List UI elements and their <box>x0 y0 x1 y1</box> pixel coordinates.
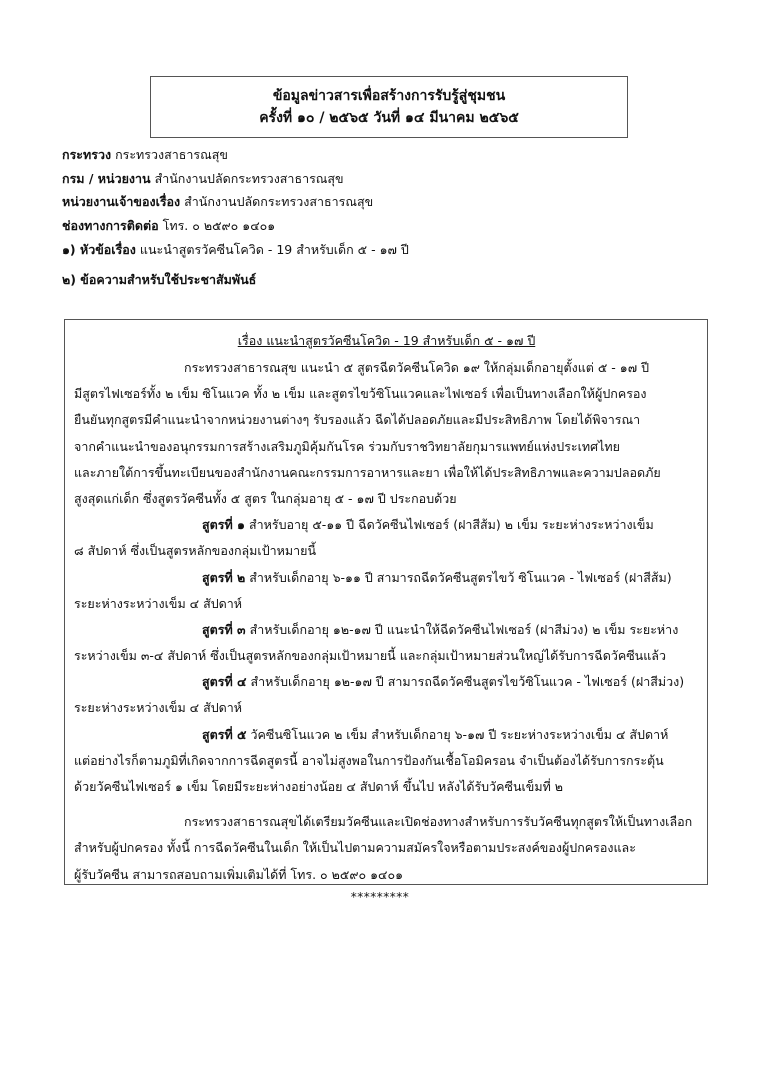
formula-4-label: สูตรที่ ๔ <box>202 674 247 690</box>
owner-label: หน่วยงานเจ้าของเรื่อง <box>62 194 181 209</box>
closing-line: สำหรับผู้ปกครอง ทั้งนี้ การฉีดวัคซีนในเด็ก ให้เป็นไปตามความสมัครใจหรือตามประสงค์ของผู้ปกครองและ <box>74 840 636 856</box>
contact-row <box>62 214 722 238</box>
formula-3-text: สำหรับเด็กอายุ ๑๒-๑๗ ปี แนะนำให้ฉีดวัคซีนไฟเซอร์ (ฝาสีม่วง) ๒ เข็ม ระยะห่าง <box>249 621 679 637</box>
formula-4 <box>74 669 699 695</box>
formula-2-text: สำหรับเด็กอายุ ๖-๑๑ ปี สามารถฉีดวัคซีนสูตรไขว้ ซิโนแวค - ไฟเซอร์ (ฝาสีส้ม) <box>249 569 672 585</box>
formula-4-text: สำหรับเด็กอายุ ๑๒-๑๗ ปี สามารถฉีดวัคซีนสูตรไขว้ซิโนแวค - ไฟเซอร์ (ฝาสีม่วง) <box>250 674 685 690</box>
topic-label: ๑) หัวข้อเรื่อง <box>62 242 136 257</box>
ministry-row <box>62 143 722 167</box>
formula-3-label: สูตรที่ ๓ <box>202 621 246 637</box>
department-label: กรม / หน่วยงาน <box>62 170 151 186</box>
topic-row <box>62 237 722 262</box>
pr-message-box <box>64 319 708 885</box>
owner-value: สำนักงานปลัดกระทรวงสาธารณสุข <box>184 194 374 209</box>
formula-1-label: สูตรที่ ๑ <box>202 517 245 533</box>
formula-3 <box>74 617 699 643</box>
intro-line: จากคำแนะนำของอนุกรรมการสร้างเสริมภูมิคุ้มกันโรค ร่วมกับราชวิทยาลัยกุมารแพทย์แห่งประเทศไทย <box>74 438 620 454</box>
owner-row <box>62 190 722 214</box>
department-row <box>62 167 722 191</box>
closing-line: ผู้รับวัคซีน สามารถสอบถามเพิ่มเติมได้ที่ โทร. ๐ ๒๕๙๐ ๑๔๐๑ <box>74 866 404 882</box>
formula-2-cont: ระยะห่างระหว่างเข็ม ๔ สัปดาห์ <box>74 595 243 611</box>
section2-label: ๒) ข้อความสำหรับใช้ประชาสัมพันธ์ <box>62 272 257 287</box>
contact-value: โทร. ๐ ๒๕๙๐ ๑๔๐๑ <box>162 217 276 233</box>
header-issue-date: ครั้งที่ ๑๐ / ๒๕๖๕ วันที่ ๑๔ มีนาคม ๒๕๖๕ <box>259 110 519 126</box>
intro-line: และภายใต้การขึ้นทะเบียนของสำนักงานคณะกรรมการอาหารและยา เพื่อให้ได้ประสิทธิภาพและความปลอดภัย <box>74 464 661 480</box>
topic-value: แนะนำสูตรวัคซีนโควิด - 19 สำหรับเด็ก ๕ - ๑๗ ปี <box>139 242 409 257</box>
formula-5-text: วัคซีนซิโนแวค ๒ เข็ม สำหรับเด็กอายุ ๖-๑๗ ปี ระยะห่างระหว่างเข็ม ๔ สัปดาห์ <box>250 726 669 742</box>
formula-5-cont: แต่อย่างไรก็ตามภูมิที่เกิดจากการฉีดสูตรนี้ อาจไม่สูงพอในการป้องกันเชื้อโอมิครอน จำเป็นต้องได้รับการกระตุ้น <box>74 752 664 768</box>
contact-label: ช่องทางการติดต่อ <box>62 217 159 233</box>
intro-line: กระทรวงสาธารณสุข แนะนำ ๕ สูตรฉีดวัคซีนโควิด ๑๙ ให้กลุ่มเด็กอายุตั้งแต่ ๕ - ๑๗ ปี <box>184 360 650 375</box>
intro-line: ยืนยันทุกสูตรมีคำแนะนำจากหน่วยงานต่างๆ รับรองแล้ว ฉีดได้ปลอดภัยและมีประสิทธิภาพ โดยได้พิจารณา <box>74 412 641 428</box>
formula-3-cont: ระหว่างเข็ม ๓-๔ สัปดาห์ ซึ่งเป็นสูตรหลักของกลุ่มเป้าหมายนี้ และกลุ่มเป้าหมายส่วนใหญ่ได้รับการฉีดวัคซีนแล้ว <box>74 648 666 664</box>
section2-heading <box>62 267 722 292</box>
formula-5 <box>74 722 699 748</box>
document-header-box <box>150 76 628 138</box>
formula-5-cont: ด้วยวัคซีนไฟเซอร์ ๑ เข็ม โดยมีระยะห่างอย่างน้อย ๔ สัปดาห์ ขึ้นไป หลังได้รับวัคซีนเข็มที่ ๒ <box>74 779 564 794</box>
formula-1-text: สำหรับอายุ ๕-๑๑ ปี ฉีดวัคซีนไฟเซอร์ (ฝาสีส้ม) ๒ เข็ม ระยะห่างระหว่างเข็ม <box>248 517 654 533</box>
intro-line: สูงสุดแก่เด็ก ซึ่งสูตรวัคซีนทั้ง ๕ สูตร ในกลุ่มอายุ ๕ - ๑๗ ปี ประกอบด้วย <box>74 490 457 506</box>
formula-4-cont: ระยะห่างระหว่างเข็ม ๔ สัปดาห์ <box>74 700 243 716</box>
ministry-label: กระทรวง <box>62 147 112 162</box>
message-title: เรื่อง แนะนำสูตรวัคซีนโควิด - 19 สำหรับเด็ก ๕ - ๑๗ ปี <box>237 333 536 348</box>
formula-5-label: สูตรที่ ๕ <box>202 726 247 742</box>
formula-2-label: สูตรที่ ๒ <box>202 569 246 585</box>
intro-line: มีสูตรไฟเซอร์ทั้ง ๒ เข็ม ซิโนแวค ทั้ง ๒ เข็ม และสูตรไขว้ซิโนแวคและไฟเซอร์ เพื่อเป็นทางเลือกให้ผู้ปกครอง <box>74 386 647 402</box>
closing-line: กระทรวงสาธารณสุขได้เตรียมวัคซีนและเปิดช่องทางสำหรับการรับวัคซีนทุกสูตรให้เป็นทางเลือก <box>184 814 693 830</box>
header-title: ข้อมูลข่าวสารเพื่อสร้างการรับรู้สู่ชุมชน <box>272 88 506 104</box>
formula-1 <box>74 512 699 538</box>
department-value: สำนักงานปลัดกระทรวงสาธารณสุข <box>154 170 344 186</box>
formula-1-cont: ๘ สัปดาห์ ซึ่งเป็นสูตรหลักของกลุ่มเป้าหมายนี้ <box>74 543 317 559</box>
end-marker: ********* <box>350 890 410 904</box>
document-metadata <box>62 143 722 292</box>
formula-2 <box>74 565 699 591</box>
ministry-value: กระทรวงสาธารณสุข <box>115 147 228 162</box>
